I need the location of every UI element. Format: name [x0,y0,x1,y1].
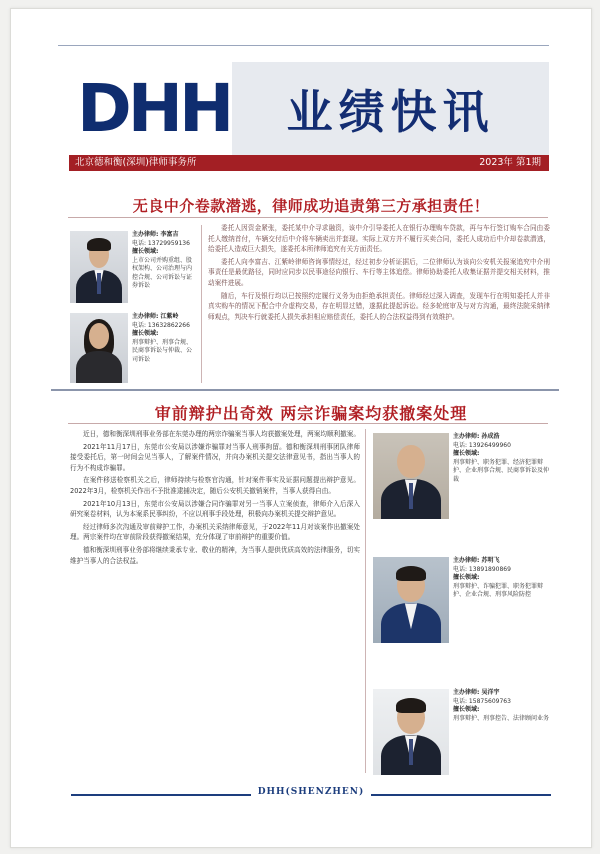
issue-number: 2023年 第1期 [479,157,541,168]
lawyer-field: 上市公司并购重组、股权架构、公司治理与内控合规、公司诉讼与证券诉讼 [132,256,193,289]
lawyer-card-li [132,231,194,291]
lawyer-name: 主办律师: 李富吉 [132,231,179,238]
lawyer-field-label: 擅长领域: [453,706,480,713]
lawyer-phone: 电话: 13891890869 [453,565,511,573]
footer [51,787,571,801]
article2-column-divider [365,429,366,773]
paragraph: 随后，车行及银行均以已按照约定履行义务为由拒绝承担责任。律师经过深入调查，发现车行在明知委托人并非真实购车的情况下配合中介虚构交易，存在明显过错，遂据此提起诉讼。经多轮庭审及与对方沟通，最终法院采纳律师观点，判决车行就委托人损失承担相应赔偿责任，委托人的合法权益得到有效维护。 [208,291,550,321]
lawyer-field-label: 擅长领域: [132,248,159,255]
paragraph: 2021年10月13日，东莞市公安局以涉嫌合同诈骗罪对另一当事人立案侦查，律师介入后深入研究案卷材料，认为本案系民事纠纷，不应以刑事手段处理，积极向办案机关提交辩护意见。 [70,499,360,519]
paragraph: 2021年11月17日，东莞市公安局以涉嫌诈骗罪对当事人刑事拘留。德和衡深圳刑事团队律师接受委托后，第一时间会见当事人，了解案件情况，并向办案机关提交法律意见书，指出当事人的行为不构成诈骗罪。 [70,442,360,472]
article2-title: 审前辩护出奇效 两宗诈骗案均获撤案处理 [154,404,468,423]
lawyer-field: 刑事辩护、刑事控告、法律顾问业务 [453,714,550,722]
newsletter-page [10,8,592,848]
lawyer-photo-sun [373,433,449,519]
paragraph: 委托人向李富吉、江紫岭律师咨询事情经过，经过初步分析证据后，二位律师认为该向公安机关报案追究中介刑事责任是最优路径，同时应同步以民事途径向银行、车行等主体追偿。律师协助委托人收集证据并提交相关材料，推动案件进展。 [208,257,550,287]
section-divider [51,389,559,391]
newsletter-title: 业绩快讯 [286,84,495,139]
article1-column-divider [201,225,202,383]
footer-text: DHH(SHENZHEN) [257,787,365,797]
paragraph: 经过律师多次沟通及审前辩护工作，办案机关采纳律师意见，于2022年11月对该案作出撤案处理。两宗案件均在审前阶段获得撤案结果，充分体现了审前辩护的重要价值。 [70,522,360,542]
lawyer-name: 主办律师: 苏明飞 [453,557,500,564]
firm-name: 北京德和衡(深圳)律师事务所 [75,157,197,168]
lawyer-phone: 电话: 13729959136 [132,239,190,247]
lawyer-phone: 电话: 15875609763 [453,697,511,705]
masthead-band [69,155,549,171]
logo-panel [69,62,232,155]
top-rule [58,45,549,46]
lawyer-photo-wu [373,689,449,775]
article1-title-rule [68,217,548,218]
dhh-logo: DHH [77,70,231,147]
paragraph: 近日，德和衡深圳刑事业务部在东莞办理的两宗诈骗案当事人均获撤案处理，两案均顺利撤案。 [83,430,360,438]
masthead-title-panel [232,62,549,155]
lawyer-card-sun [453,433,551,484]
article2-body [70,429,360,775]
article1-title: 无良中介卷款潜逃，律师成功追责第三方承担责任！ [132,197,490,215]
lawyer-photo-jiang [70,313,128,383]
article2-title-rule [68,423,548,424]
lawyer-field: 刑事辩护、刑事合规、民商事诉讼与仲裁、公司诉讼 [132,338,193,363]
lawyer-name: 主办律师: 江紫岭 [132,313,179,320]
lawyer-name: 主办律师: 吴洋宇 [453,689,500,696]
lawyer-card-su [453,557,551,600]
lawyer-name: 主办律师: 孙成浩 [453,433,500,440]
paragraph: 在案件移送检察机关之后，律师持续与检察官沟通，针对案件事实及证据问题提出辩护意见。2022年3月，检察机关作出不予批准逮捕决定，随后公安机关撤销案件，当事人获得自由。 [70,476,360,495]
lawyer-field-label: 擅长领域: [453,574,480,581]
lawyer-photo-su [373,557,449,643]
lawyer-phone: 电话: 13926499960 [453,441,511,449]
lawyer-photo-li [70,231,128,303]
lawyer-field: 刑事辩护、职务犯罪、经济犯罪辩护、企业刑事合规、民商事诉讼及仲裁 [453,458,550,483]
article1-body [208,223,550,385]
lawyer-field: 刑事辩护、诈骗犯罪、职务犯罪辩护、企业合规、刑事风险防控 [453,582,544,598]
paragraph: 委托人因资金紧张，委托某中介寻求融资，该中介引导委托人在银行办理购车贷款，再与车行签订购车合同由委托人缴纳首付，车辆交付后中介将车辆卖出并套现。实际上双方并不履行买卖合同，委托人成功后中介却卷款潜逃，给委托人造成巨大损失，遂委托本所律师追究有关方面责任。 [208,224,550,254]
lawyer-phone: 电话: 13632862266 [132,321,190,329]
paragraph: 德和衡深圳刑事业务部将继续秉承专业、敬业的精神，为当事人提供优质高效的法律服务，切实维护当事人的合法权益。 [70,545,360,565]
lawyer-card-jiang [132,313,194,364]
lawyer-field-label: 擅长领域: [132,330,159,337]
lawyer-field-label: 擅长领域: [453,450,480,457]
lawyer-card-wu [453,689,551,723]
